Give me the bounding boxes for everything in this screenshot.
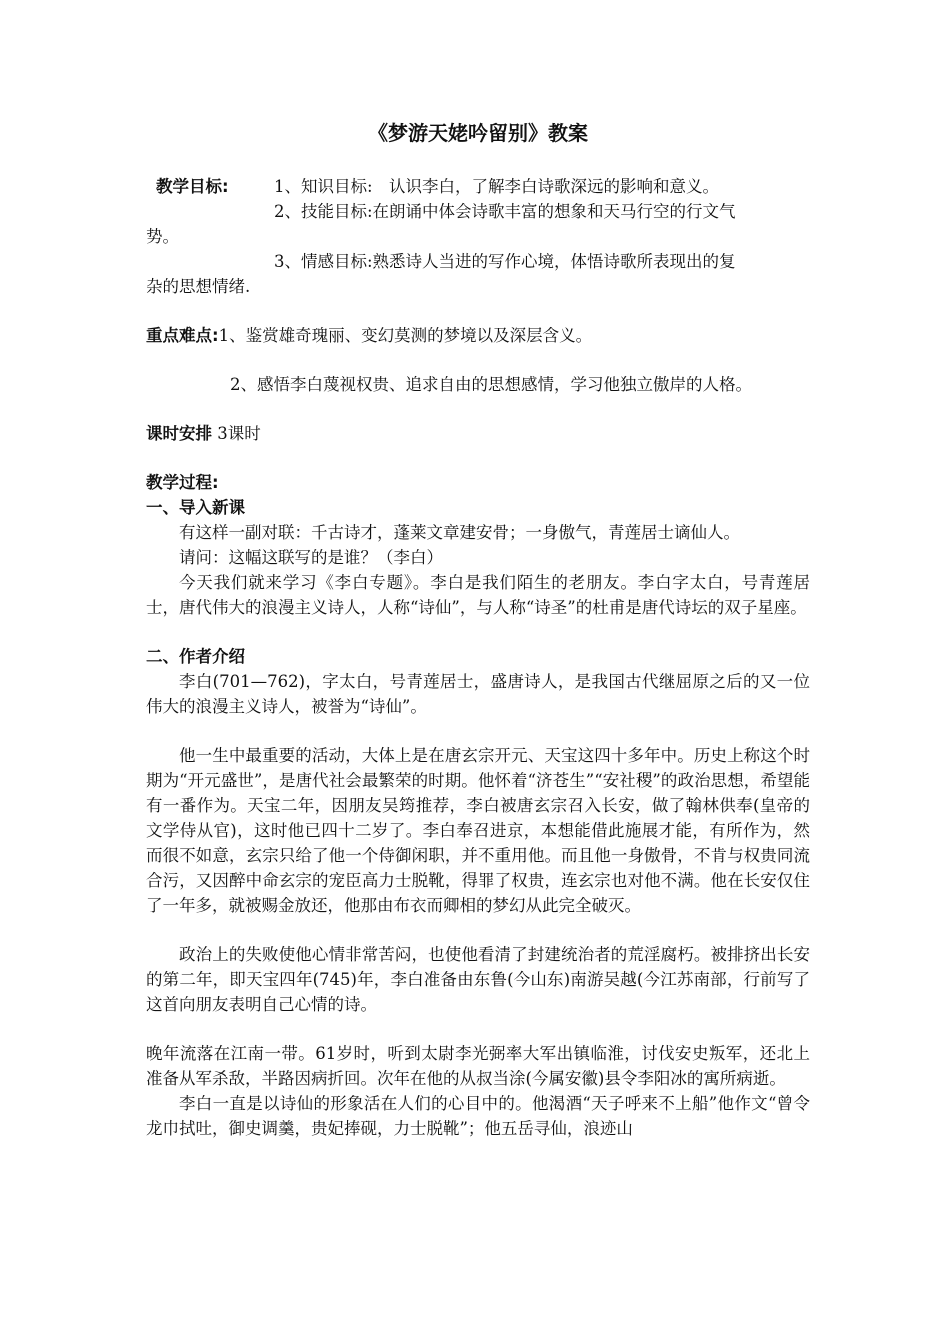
- process-label: 教学过程:: [146, 473, 219, 492]
- spacer: [146, 918, 810, 942]
- schedule-value: 3课时: [212, 424, 261, 443]
- objective-emotion-cont: 杂的思想情绪.: [146, 277, 251, 296]
- document-title: 《梦游天姥吟留别》教案: [368, 121, 588, 145]
- section-2-paragraph-1: 李白(701—762)，字太白，号青莲居士，盛唐诗人，是我国古代继屈原之后的又一位伟大的浪漫主义诗人，被誉为“诗仙”。: [146, 672, 810, 716]
- objectives-label: 教学目标:: [156, 177, 229, 196]
- difficulty-item-2: 2、感悟李白蔑视权贵、追求自由的思想感情，学习他独立傲岸的人格。: [230, 375, 752, 394]
- schedule-line: [146, 421, 810, 446]
- objective-emotion: 3、情感目标:熟悉诗人当进的写作心境，体悟诗歌所表现出的复: [274, 252, 736, 271]
- section-1-paragraph-2: 请问：这幅这联写的是谁？（李白）: [179, 548, 443, 567]
- objective-line-1: [146, 174, 810, 199]
- section-2-paragraph-2: 他一生中最重要的活动，大体上是在唐玄宗开元、天宝这四十多年中。历史上称这个时期为“开元盛世”，是唐代社会最繁荣的时期。他怀着“济苍生”“安社稷”的政治思想，希望能有一番作为。天宝二年，因朋友吴筠推荐，李白被唐玄宗召入长安，做了翰林供奉(皇帝的文学侍从官)，这时他已四十二岁了。李白奉召进京，本想能借此施展才能，有所作为，然而很不如意，玄宗只给了他一个侍御闲职，并不重用他。而且他一身傲骨，不肯与权贵同流合污，又因醉中命玄宗的宠臣高力士脱靴，得罪了权贵，连玄宗也对他不满。他在长安仅住了一年多，就被赐金放还，他那由布衣而卿相的梦幻从此完全破灭。: [146, 746, 810, 915]
- section-2-paragraph-3: 政治上的失败使他心情非常苦闷，也使他看清了封建统治者的荒淫腐朽。被排挤出长安的第二年，即天宝四年(745)年，李白准备由东鲁(今山东)南游吴越(今江苏南部，行前写了这首向朋友表明自己心情的诗。: [146, 945, 810, 1014]
- difficulty-label: 重点难点:: [146, 326, 219, 345]
- spacer: [146, 397, 810, 421]
- section-2-heading: 二、作者介绍: [146, 647, 245, 666]
- section-2-paragraph-4: 晚年流落在江南一带。61岁时，听到太尉李光弼率大军出镇临淮，讨伐安史叛军，还北上准备从军杀敌，半路因病折回。次年在他的从叔当涂(今属安徽)县令李阳冰的寓所病逝。: [146, 1044, 810, 1088]
- objective-knowledge: 1、知识目标: 认识李白，了解李白诗歌深远的影响和意义。: [274, 177, 720, 196]
- document-page: [146, 118, 810, 1141]
- spacer: [146, 1017, 810, 1041]
- schedule-label: 课时安排: [146, 424, 212, 443]
- section-1-paragraph-1: 有这样一副对联：千古诗才，蓬莱文章建安骨；一身傲气，青莲居士谪仙人。: [179, 523, 740, 542]
- objective-skill-cont: 势。: [146, 227, 179, 246]
- section-1-paragraph-3: 今天我们就来学习《李白专题》。李白是我们陌生的老朋友。李白字太白，号青莲居士，唐代伟大的浪漫主义诗人，人称“诗仙”，与人称“诗圣”的杜甫是唐代诗坛的双子星座。: [146, 573, 810, 617]
- spacer: [146, 620, 810, 644]
- objective-skill: 2、技能目标:在朗诵中体会诗歌丰富的想象和天马行空的行文气: [274, 202, 736, 221]
- section-1-heading: 一、导入新课: [146, 498, 245, 517]
- section-2-paragraph-5: 李白一直是以诗仙的形象活在人们的心目中的。他渴酒“天子呼来不上船”他作文“曾令龙巾拭吐，御史调羹，贵妃捧砚，力士脱靴”；他五岳寻仙，浪迹山: [146, 1094, 810, 1138]
- spacer: [146, 348, 810, 372]
- difficulty-item-1: 1、鉴赏雄奇瑰丽、变幻莫测的梦境以及深层含义。: [218, 326, 593, 345]
- spacer: [146, 299, 810, 323]
- spacer: [146, 446, 810, 470]
- difficulty-line-1: [146, 323, 810, 348]
- spacer: [146, 719, 810, 743]
